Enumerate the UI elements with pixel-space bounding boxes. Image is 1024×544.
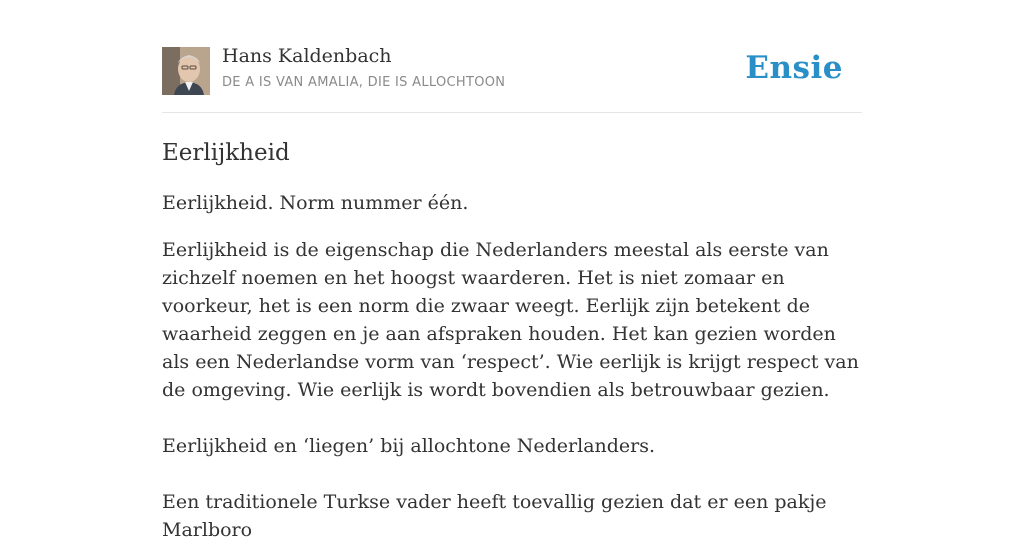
brand-logo[interactable]: Ensie bbox=[745, 50, 843, 86]
author-tagline: DE A IS VAN AMALIA, DIE IS ALLOCHTOON bbox=[222, 75, 506, 90]
article-paragraph: Eerlijkheid. Norm nummer één. bbox=[162, 192, 469, 214]
article-paragraph: Eerlijkheid is de eigenschap die Nederlanders meestal als eerste van zichzelf noemen en het hoogst waarderen. Het is niet zomaar en voorkeur, het is een norm die zwaar weegt. Eerlijk zijn betekent de waarheid zeggen en je aan afspraken houden. Het kan gezien worden als een Nederlandse vorm van ‘respect’. Wie eerlijk is krijgt respect van de omgeving. Wie eerlijk is wordt bovendien als betrouwbaar gezien. bbox=[162, 239, 859, 401]
author-photo-icon bbox=[162, 47, 210, 95]
author-avatar[interactable] bbox=[162, 47, 210, 95]
header bbox=[162, 0, 862, 113]
article bbox=[162, 113, 862, 544]
article-paragraph: Eerlijkheid en ‘liegen’ bij allochtone Nederlanders. bbox=[162, 435, 656, 457]
article-paragraph: Een traditionele Turkse vader heeft toevallig gezien dat er een pakje Marlboro bbox=[162, 491, 827, 541]
author-name[interactable]: Hans Kaldenbach bbox=[222, 45, 392, 67]
article-title: Eerlijkheid bbox=[162, 140, 290, 166]
content-container bbox=[162, 0, 862, 544]
